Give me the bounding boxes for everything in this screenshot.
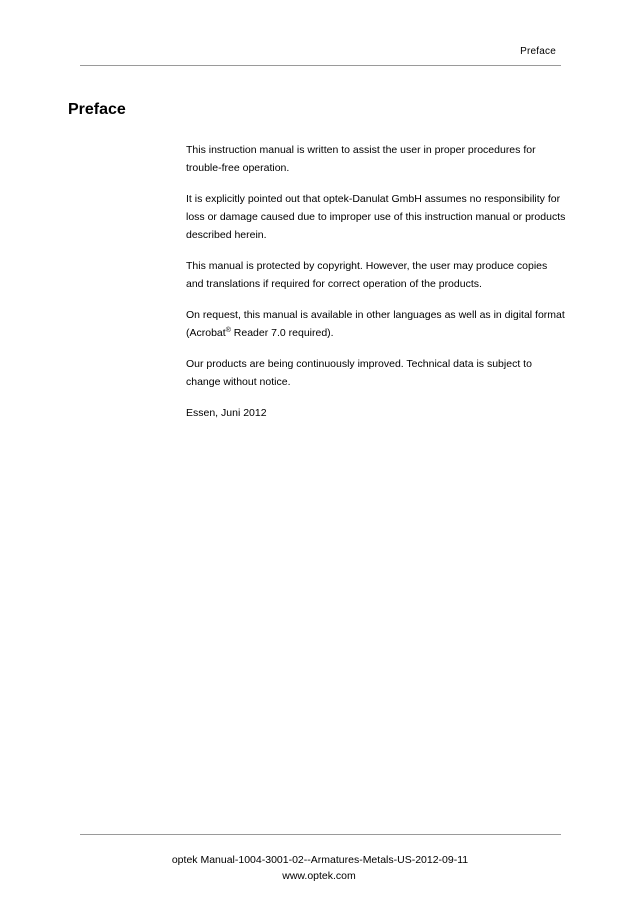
paragraph-date: Essen, Juni 2012 — [186, 407, 267, 419]
paragraph-improvements: Our products are being continuously improved. Technical data is subject to change without notice. — [186, 358, 532, 388]
page-footer — [0, 852, 638, 884]
footer-document-id: optek Manual-1004-3001-02--Armatures-Metals-US-2012-09-11 — [171, 854, 469, 866]
paragraph-languages-text-a: On request, this manual is available in other languages as well as in digital format (Acrobat — [186, 309, 565, 339]
paragraph-languages-text-b: Reader 7.0 required). — [230, 327, 334, 339]
running-header: Preface — [520, 46, 556, 57]
paragraph-purpose: This instruction manual is written to assist the user in proper procedures for trouble-free operation. — [186, 144, 536, 174]
registered-mark: ® — [225, 327, 231, 334]
paragraph-liability: It is explicitly pointed out that optek-Danulat GmbH assumes no responsibility for loss or damage caused due to improper use of this instruction manual or products described herein. — [186, 193, 566, 241]
body-text — [186, 141, 566, 435]
footer-divider — [80, 834, 561, 835]
header-divider — [80, 65, 561, 66]
footer-website: www.optek.com — [282, 870, 356, 882]
paragraph-languages — [186, 306, 566, 342]
paragraph-copyright: This manual is protected by copyright. However, the user may produce copies and translations if required for correct operation of the products. — [186, 260, 548, 290]
section-title: Preface — [68, 101, 126, 118]
